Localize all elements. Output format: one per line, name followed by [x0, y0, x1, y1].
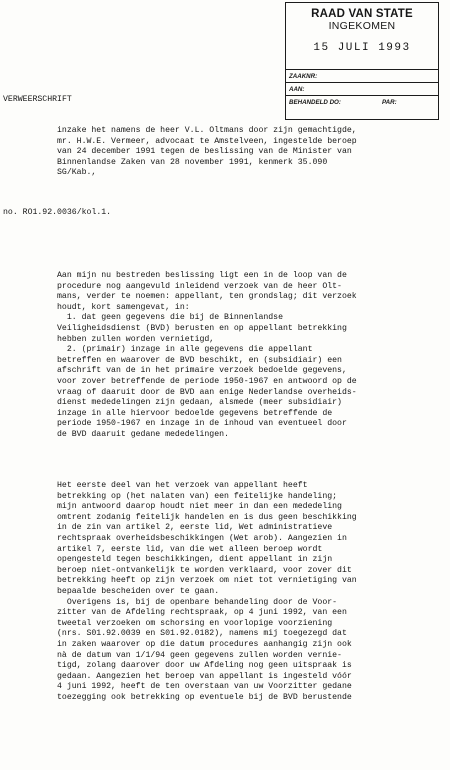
stamp-label-aan: AAN:: [289, 86, 305, 93]
received-stamp: [285, 2, 439, 120]
stamp-row-aan: [286, 82, 438, 95]
stamp-received-label: INGEKOMEN: [328, 19, 396, 32]
reference-number: no. RO1.92.0036/kol.1.: [3, 208, 112, 217]
document-heading: VERWEERSCHRIFT: [3, 95, 72, 104]
stamp-label-par: PAR:: [382, 99, 397, 106]
stamp-form-rows: [286, 69, 438, 108]
stamp-row-behandeld: [286, 95, 438, 108]
stamp-header: [286, 3, 438, 69]
intro-paragraph: inzake het namens de heer V.L. Oltmans door zijn gemachtigde, mr. H.W.E. Vermeer, advocaat te Amstelveen, ingestelde beroep van 24 december 1991 tegen de beslissing van de Minister van Binnenlandse Zaken van 28 november 1991, kenmerk 35.090 SG/Kab.,: [57, 126, 357, 178]
stamp-label-behandeld-door: BEHANDELD DO:: [289, 99, 341, 106]
stamp-date: 15 JULI 1993: [313, 42, 411, 55]
stamp-row-zaaknr: [286, 69, 438, 82]
stamp-organization: RAAD VAN STATE: [311, 8, 413, 20]
stamp-label-zaaknr: ZAAKNR:: [289, 73, 318, 80]
body-section-response: Het eerste deel van het verzoek van appellant heeft betrekking op (het nalaten van) een feitelijke handeling; mijn antwoord daarop houdt niet meer in dan een mededeling omtrent zodanig feitelijk handelen en is dus geen beschikking in de zin van artikel 2, eerste lid, Wet administratieve rechtspraak overheidsbeschikkingen (Wet arob). Aangezien in artikel 7, eerste lid, van die wet alleen beroep wordt opengesteld tegen beschikkingen, dient appellant in zijn beroep niet-ontvankelijk te worden verklaard, voor zover dit betrekking heeft op zijn verzoek om niet tot vernietiging van bepaalde bescheiden over te gaan. Overigens is, bij de openbare behandeling door de Voor- zitter van de Afdeling rechtspraak, op 4 juni 1992, van een tweetal verzoeken om schorsing en voorlopige voorziening (nrs. S01.92.0039 en S01.92.0182), namens mij toegezegd dat in zaken waarover op die datum procedures aanhangig zijn ook nà de datum van 1/1/94 geen gegevens zullen worden vernie- tigd, zolang daarover door uw Afdeling nog geen uitspraak is gedaan. Aangezien het beroep van appellant is ingesteld vóór 4 juni 1992, heeft de ten overstaan van uw Voorzitter gedane toezegging ook betrekking op eventuele bij de BVD berustende: [57, 481, 357, 702]
body-section-request: Aan mijn nu bestreden beslissing ligt een in de loop van de procedure nog aangevuld inleidend verzoek van de heer Olt- mans, verder te noemen: appellant, ten grondslag; dit verzoek houdt, kort samengevat, in: 1. dat geen gegevens die bij de Binnenlandse Veiligheidsdienst (BVD) berusten en op appellant betrekking hebben zullen worden vernietigd, 2. (primair) inzage in alle gegevens die appellant betreffen en waarover de BVD beschikt, en (subsidiair) een afschrift van de in het primaire verzoek bedoelde gegevens, voor zover betreffende de periode 1950-1967 en antwoord op de vraag of daaruit door de BVD aan enige Nederlandse overheids- dienst mededelingen zijn gedaan, alsmede (meer subsidiair) inzage in alle hiervoor bedoelde gegevens betreffende de periode 1950-1967 en inzage in de inhoud van eventueel door de BVD daaruit gedane mededelingen.: [57, 271, 357, 439]
